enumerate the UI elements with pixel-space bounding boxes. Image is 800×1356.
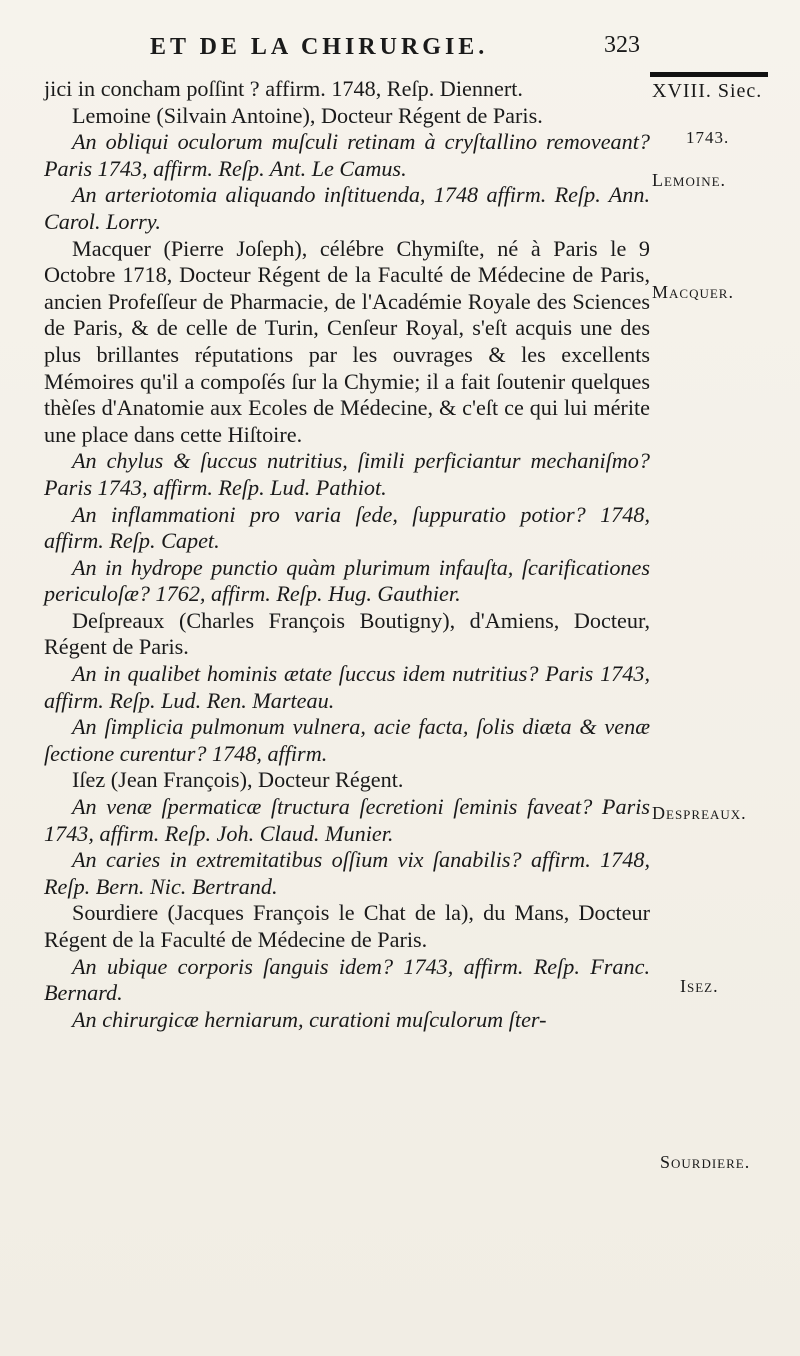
margin-note-macquer: Macquer.	[652, 282, 734, 302]
margin-note-century: XVIII. Siec.	[652, 80, 763, 102]
margin-rule	[650, 72, 768, 77]
margin-note-year: 1743.	[686, 128, 730, 147]
paragraph: An chirurgicæ herniarum, curationi muſculorum ſter-	[72, 1006, 547, 1032]
paragraph: An caries in extremitatibus oſſium vix ſanabilis? affirm. 1748, Reſp. Bern. Nic. Bertrand.	[44, 847, 650, 899]
margin-note-despreaux: Despreaux.	[652, 803, 747, 823]
margin-note-lemoine: Lemoine.	[652, 170, 727, 190]
paragraph: jici in concham poſſint ? affirm. 1748, Reſp. Diennert.	[44, 76, 523, 101]
paragraph: Deſpreaux (Charles François Boutigny), d'Amiens, Docteur, Régent de Paris.	[44, 607, 650, 660]
running-title: ET DE LA CHIRURGIE.	[150, 34, 489, 60]
paragraph: An arteriotomia aliquando inſtituenda, 1748 affirm. Reſp. Ann. Carol. Lorry.	[44, 182, 650, 234]
paragraph: An ſimplicia pulmonum vulnera, acie facta, ſolis diæta & venæ ſectione curentur? 1748, affirm.	[44, 714, 650, 766]
body-text	[44, 76, 650, 1033]
paragraph: An in hydrope punctio quàm plurimum infauſta, ſcarificationes periculoſæ? 1762, affirm. Reſp. Hug. Gauthier.	[44, 554, 650, 607]
paragraph: An venæ ſpermaticæ ſtructura ſecretioni ſeminis faveat? Paris 1743, affirm. Reſp. Joh. Claud. Munier.	[44, 794, 650, 846]
paragraph: Iſez (Jean François), Docteur Régent.	[72, 767, 404, 793]
margin-note-sourdiere: Sourdiere.	[660, 1152, 751, 1172]
page-number: 323	[604, 32, 640, 58]
paragraph: An in qualibet hominis ætate ſuccus idem nutritius? Paris 1743, affirm. Reſp. Lud. Ren. Marteau.	[44, 661, 650, 713]
paragraph: Sourdiere (Jacques François le Chat de la), du Mans, Docteur Régent de la Faculté de Médecine de Paris.	[44, 900, 650, 952]
paragraph: An ubique corporis ſanguis idem? 1743, affirm. Reſp. Franc. Bernard.	[44, 953, 650, 1006]
paragraph: Macquer (Pierre Joſeph), célébre Chymiſte, né à Paris le 9 Octobre 1718, Docteur Régent de la Faculté de Médecine de Paris, ancien Profeſſeur de Pharmacie, de l'Académie Royale des Sciences de Paris, & de celle de Turin, Cenſeur Royal, s'eſt acquis une des plus brillantes réputations par les ouvrages & les excellents Mémoires qu'il a compoſés ſur la Chymie; il a fait ſoutenir quelques thèſes d'Anatomie aux Ecoles de Médecine, & c'eſt ce qui lui mérite une place dans cette Hiſtoire.	[44, 235, 650, 447]
paragraph: An inflammationi pro varia ſede, ſuppuratio potior? 1748, affirm. Reſp. Capet.	[44, 501, 650, 554]
paragraph: Lemoine (Silvain Antoine), Docteur Régent de Paris.	[72, 102, 543, 128]
paragraph: An chylus & ſuccus nutritius, ſimili perficiantur mechaniſmo? Paris 1743, affirm. Reſp. Lud. Pathiot.	[44, 448, 650, 500]
margin-note-isez: Isez.	[680, 976, 719, 996]
paragraph: An obliqui oculorum muſculi retinam à cryſtallino removeant? Paris 1743, affirm. Reſp. Ant. Le Camus.	[44, 129, 650, 181]
running-header	[120, 30, 640, 70]
